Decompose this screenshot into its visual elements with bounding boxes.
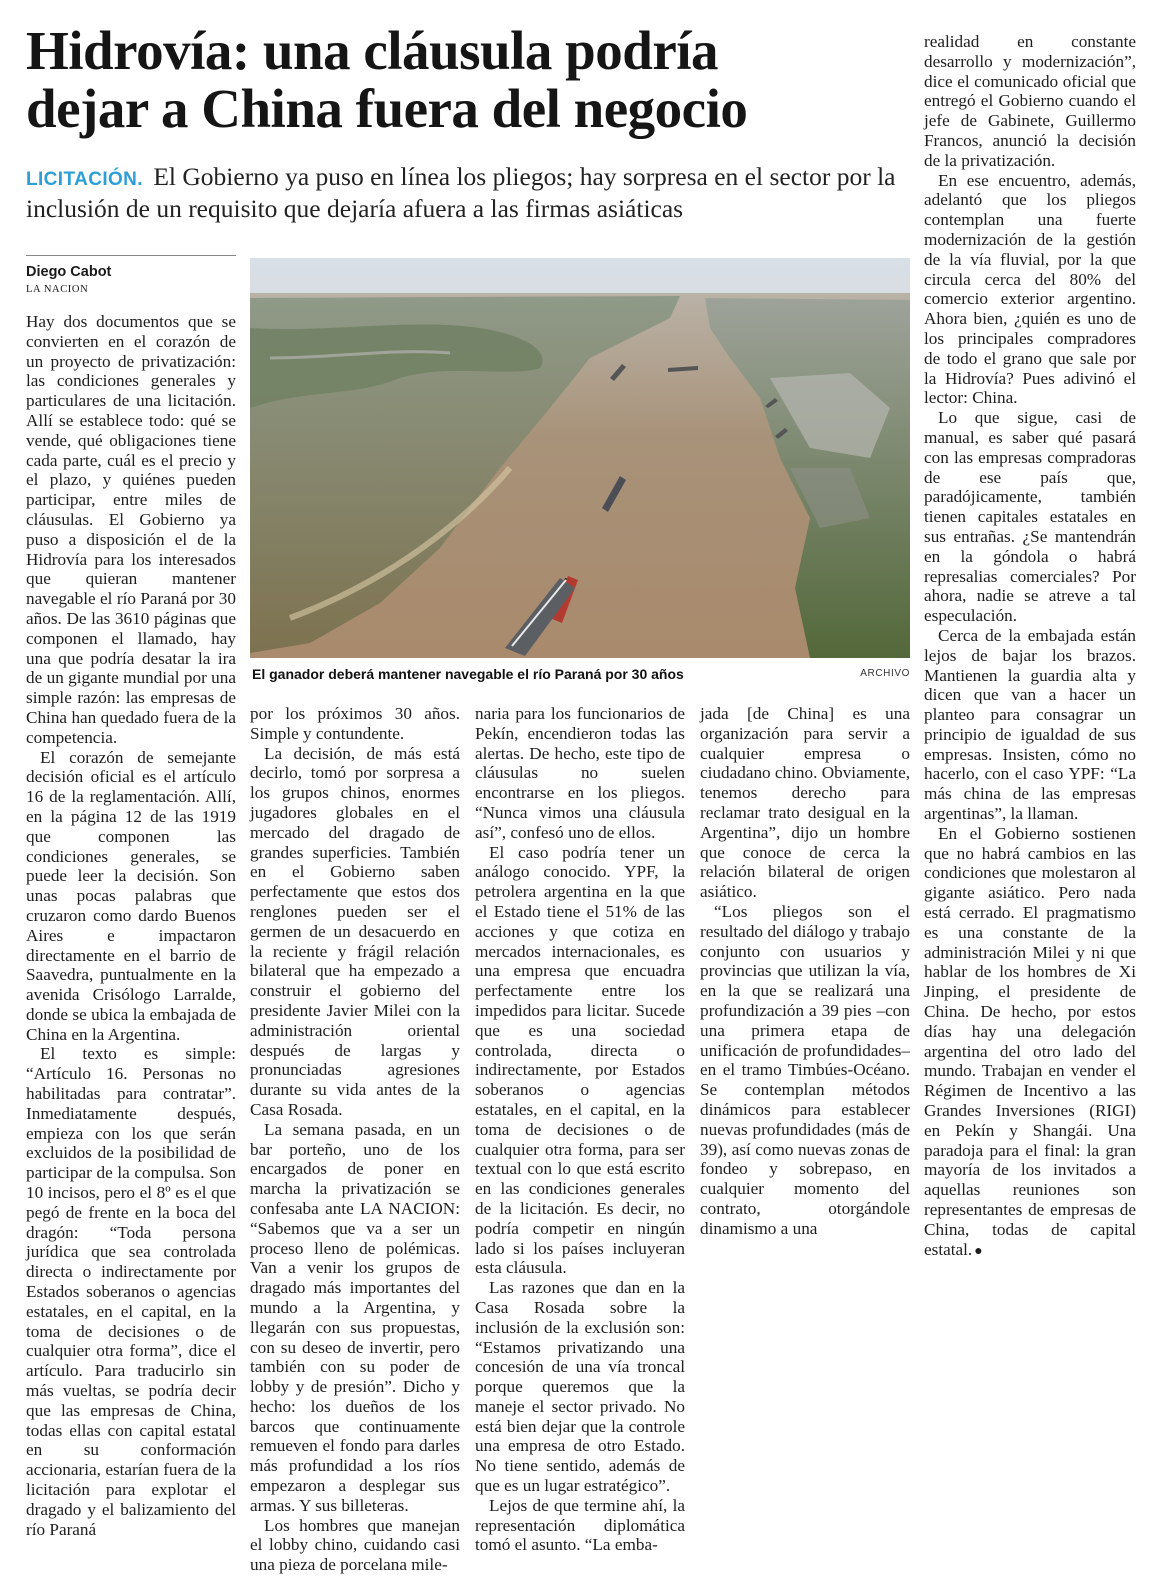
paragraph: En ese encuentro, además, adelantó que los pliegos contemplan una fuerte modernización de la gestión de la vía fluvial, por la que circula cerca del 80% del comercio exterior argentino. Ahora bien, ¿quién es uno de los principales compradores de todo el grano que sale por la Hidrovía? Pues adivinó el lector: China. (924, 170, 1136, 408)
article-column-1 (26, 312, 236, 1574)
article-column-2 (250, 704, 460, 1574)
paragraph: por los próximos 30 años. Simple y contundente. (250, 704, 460, 743)
article-column-5 (924, 32, 1136, 1259)
paragraph: Hay dos documentos que se convierten en el corazón de un proyecto de privatización: las condiciones generales y particulares de una licitación. Allí se establece todo: qué se vende, qué obligaciones tiene cada parte, cuál es el precio y el plazo, y quiénes pueden participar, entre miles de cláusulas. El Gobierno ya puso a disposición el de la Hidrovía para los interesados que quieran mantener navegable el río Paraná por 30 años. De las 3610 páginas que componen el llamado, hay una que podría desatar la ira de un gigante mundial por una simple razón: las empresas de China han quedado fuera de la competencia. (26, 312, 236, 747)
paragraph: La semana pasada, en un bar porteño, uno de los encargados de poner en marcha la privatización se confesaba ante LA NACION: “Sabemos que va a ser un proceso lleno de polémicas. Van a venir los grupos de dragado más importantes del mundo a la Argentina, y llegarán con sus propuestas, con su deseo de invertir, pero también con su poder de lobby y de presión”. Dicho y hecho: los dueños de los barcos que continuamente remueven el fondo para darles más profundidad a los ríos empezaron a desplegar sus armas. Y sus billeteras. (250, 1119, 460, 1515)
byline-rule (26, 255, 236, 256)
paragraph: El texto es simple: “Artículo 16. Personas no habilitadas para contratar”. Inmediatamente después, empieza con los que serán excluidos de la posibilidad de participar de la compulsa. Son 10 incisos, pero el 8º es el que pegó de frente en la boca del dragón: “Toda persona jurídica que sea controlada directa o indirectamente por Estados soberanos o agencias estatales, en el capital, en la toma de decisiones o de cualquier otra forma”, dice el artículo. Para traducirlo sin más vueltas, se podría decir que las empresas de China, todas ellas con capital estatal en su conformación accionaria, estarían fuera de la licitación para explotar el dragado y el balizamiento del río Paraná (26, 1044, 236, 1539)
paragraph: Los hombres que manejan el lobby chino, cuidando casi una pieza de porcelana mile- (250, 1515, 460, 1575)
paragraph: Lejos de que termine ahí, la representación diplomática tomó el asunto. “La emba- (475, 1495, 685, 1555)
end-mark-icon: ● (974, 1243, 983, 1259)
paragraph (924, 824, 1136, 1262)
article-column-3 (475, 704, 685, 1574)
headline (26, 22, 906, 138)
river-photo (250, 258, 910, 658)
paragraph: jada [de China] es una organización para servir a cualquier empresa o ciudadano chino. Obviamente, tenemos derecho para reclamar trato desigual en la Argentina”, dijo un hombre que conoce de cerca la relación bilateral de origen asiático. (700, 704, 911, 902)
deck-text: El Gobierno ya puso en línea los pliegos; hay sorpresa en el sector por la inclusión de un requisito que dejaría afuera a las firmas asiáticas (26, 162, 896, 223)
headline-line-1: Hidrovía: una cláusula podría (26, 20, 719, 81)
paragraph: “Los pliegos son el resultado del diálogo y trabajo conjunto con usuarios y provincias que utilizan la vía, en la que se realizará una profundización a 39 pies –con una primera etapa de unificación de profundidades– en el tramo Timbúes-Océano. Se contemplan métodos dinámicos para establecer nuevas profundidades (más de 39), así como nuevas zonas de fondeo y sobrepaso, en cualquier momento del contrato, otorgándole dinamismo a una (700, 901, 910, 1238)
photo-credit: ARCHIVO (860, 668, 910, 679)
kicker: LICITACIÓN. (26, 169, 143, 190)
river-aerial-image (250, 258, 910, 658)
paragraph: naria para los funcionarios de Pekín, encendieron todas las alertas. De hecho, este tipo de cláusulas no suelen encontrarse en los pliegos. “Nunca vimos una cláusula así”, confesó uno de ellos. (475, 704, 685, 842)
final-paragraph-text: En el Gobierno sostienen que no habrá cambios en las condiciones que molestaron al gigante asiático. Pero nada está cerrado. El pragmatismo es una constante de la administración Milei y ni que hablar de los hombres de Xi Jinping, el presidente de China. De hecho, por estos días hay una delegación argentina del otro lado del mundo. Trabajan en vender el Régimen de Incentivo a las Grandes Inversiones (RIGI) en Pekín y Shangái. Una paradoja para el final: la gran mayoría de los invitados a aquellas reuniones son representantes de empresas de China, todas de capital estatal. (924, 823, 1136, 1259)
paragraph: realidad en constante desarrollo y modernización”, dice el comunicado oficial que entregó el Gobierno cuando el jefe de Gabinete, Guillermo Francos, anunció la decisión de la privatización. (924, 32, 1136, 170)
paragraph: Lo que sigue, casi de manual, es saber qué pasará con las empresas compradoras de ese país que, paradójicamente, también tienen capitales estatales en sus entrañas. ¿Se mantendrán en la góndola o habrá represalias comerciales? Por ahora, nadie se atreve a tal especulación. (924, 408, 1136, 626)
paragraph: Las razones que dan en la Casa Rosada sobre la inclusión de la exclusión son: “Estamos privatizando una concesión de una vía troncal porque queremos que la maneje el sector privado. No está bien dejar que la controle una empresa de otro Estado. No tiene sentido, además de que es un lugar estratégico”. (475, 1278, 685, 1496)
byline-outlet: LA NACION (26, 284, 89, 295)
paragraph: El caso podría tener un análogo conocido. YPF, la petrolera argentina en la que el Estado tiene el 51% de las acciones y que cotiza en mercados internacionales, es una empresa que encuadra perfectamente entre los impedidos para licitar. Sucede que es una sociedad controlada, directa o indirectamente, por Estados soberanos o agencias estatales, en el capital, en la toma de decisiones o de cualquier otra forma, para ser textual con lo que está escrito en las condiciones generales de la licitación. Es decir, no podría competir en ningún lado si los países incluyeran esta cláusula. (475, 842, 685, 1278)
paragraph: Cerca de la embajada están lejos de bajar los brazos. Mantienen la guardia alta y dicen que van a hacer un planteo para consagrar un principio de igualdad de sus empresas. Insisten, cómo no hacerlo, con el caso YPF: “La más china de las empresas argentinas”, la llaman. (924, 625, 1136, 824)
headline-line-2: dejar a China fuera del negocio (26, 78, 748, 139)
paragraph: La decisión, de más está decirlo, tomó por sorpresa a los grupos chinos, enormes jugadores globales en el mercado del dragado de grandes superficies. También en el Gobierno saben perfectamente que estos dos renglones pueden ser el germen de un desacuerdo en la reciente y frágil relación bilateral que ha empezado a construir el gobierno del presidente Javier Milei con la administración oriental después de largas y pronunciadas agresiones durante su vida antes de la Casa Rosada. (250, 743, 460, 1119)
article-column-4 (700, 704, 911, 1238)
photo-caption: El ganador deberá mantener navegable el río Paraná por 30 años (252, 666, 684, 682)
byline (26, 264, 236, 295)
deck (26, 162, 906, 223)
byline-author: Diego Cabot (26, 264, 112, 280)
paragraph: El corazón de semejante decisión oficial es el artículo 16 de la reglamentación. Allí, en la página 12 de las 1919 que componen las condiciones generales, se puede leer la decisión. Son unas pocas palabras que cruzaron como dardo Buenos Aires e impactaron directamente en el barrio de Saavedra, puntualmente en la avenida Crisólogo Larralde, donde se ubica la embajada de China en la Argentina. (26, 747, 236, 1044)
